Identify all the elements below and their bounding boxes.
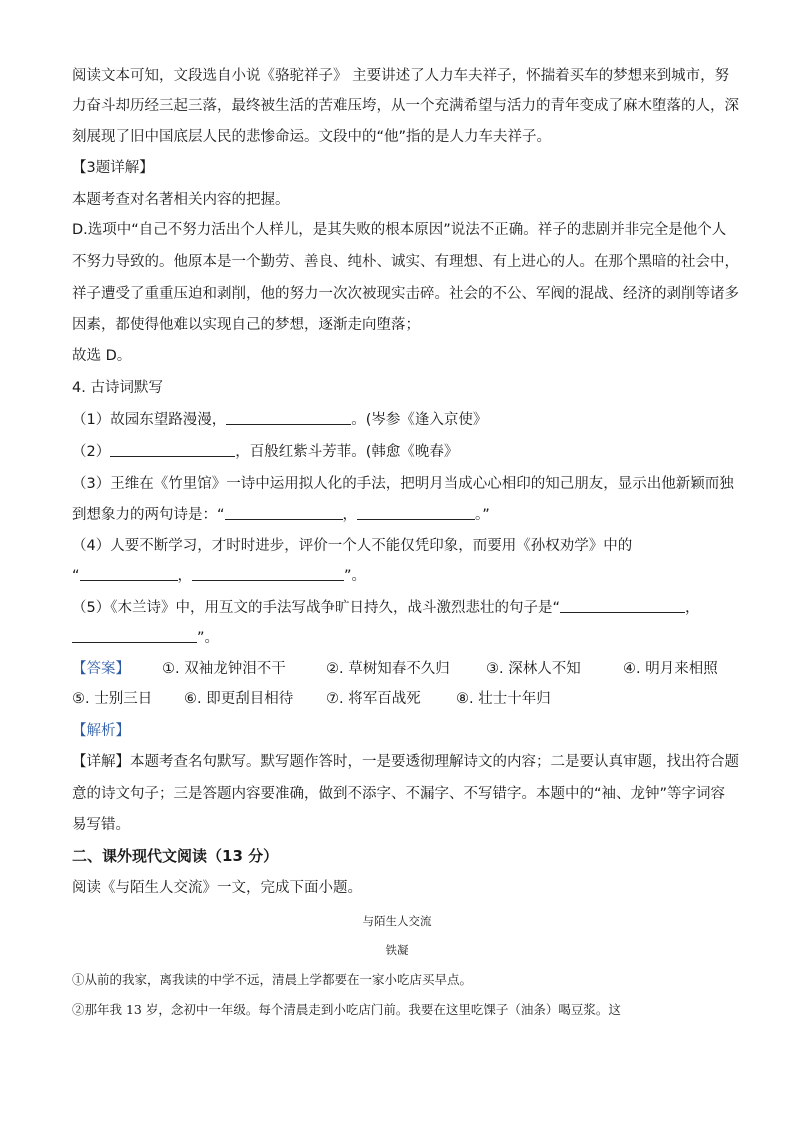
- q3-line-4: 祥子遭受了重重压迫和剥削，他的努力一次次被现实击碎。社会的不公、军阀的混战、经济的剥削等诸多: [72, 286, 739, 302]
- analysis-line-1: [72, 752, 739, 772]
- q4-item-5-comma: ，: [684, 600, 700, 616]
- answer-item-6: ⑥. 即更刮目相待: [184, 691, 294, 707]
- answer-blank[interactable]: [357, 505, 475, 520]
- detail-label: 【详解】: [72, 754, 130, 770]
- analysis-line-3: 易写错。: [72, 817, 130, 833]
- q3-line-5: 因素，都使得他难以实现自己的梦想，逐渐走向堕落；: [72, 317, 420, 333]
- passage-paragraph-2: ②那年我 13 岁，念初中一年级。每个清晨走到小吃店门前。我要在这里吃馃子（油条）喝豆浆。这: [72, 1002, 621, 1017]
- answer-item-5: ⑤. 士别三日: [72, 691, 153, 707]
- q3-line-1: 本题考查对名著相关内容的把握。: [72, 192, 290, 208]
- q4-item-4-line-1: （4）人要不断学习，才时时进步，评价一个人不能仅凭印象，而要用《孙权劝学》中的: [72, 538, 633, 554]
- q4-item-3-end: 。”: [475, 507, 490, 523]
- q4-item-5-end: ”。: [197, 630, 220, 646]
- q3-line-6: 故选 D。: [72, 348, 132, 364]
- answer-item-4: ④. 明月来相照: [623, 661, 718, 677]
- q4-item-4-open: “: [72, 568, 80, 584]
- passage-paragraph-1: ①从前的我家，离我读的中学不远，清晨上学都要在一家小吃店买早点。: [72, 972, 473, 987]
- q4-item-4-sep: ，: [177, 568, 193, 584]
- q3-detail-title: 【3题详解】: [72, 160, 154, 176]
- passage-title: 与陌生人交流: [362, 914, 432, 928]
- q4-item-2: [72, 442, 458, 462]
- q4-item-5-prefix: （5）《木兰诗》中，用互文的手法写战争旷日持久，战斗激烈悲壮的句子是“: [72, 600, 560, 616]
- answer-blank[interactable]: [225, 505, 343, 520]
- q4-item-1: [72, 410, 487, 430]
- q4-item-3-sep: ，: [342, 507, 358, 523]
- para1-line-3: 刻展现了旧中国底层人民的悲惨命运。文段中的“他”指的是人力车夫祥子。: [72, 129, 552, 145]
- q4-item-2-prefix: （2）: [72, 444, 111, 460]
- answer-blank[interactable]: [110, 442, 235, 457]
- q4-item-3-line-2: [72, 505, 490, 525]
- q4-item-4-end: ”。: [344, 568, 367, 584]
- answer-blank[interactable]: [72, 628, 197, 643]
- q4-item-5-line-2: [72, 628, 219, 648]
- answer-item-7: ⑦. 将军百战死: [326, 691, 421, 707]
- analysis-text-1: 本题考查名句默写。默写题作答时，一是要透彻理解诗文的内容；二是要认真审题，找出符合题: [130, 754, 739, 770]
- answer-blank[interactable]: [226, 410, 351, 425]
- q4-item-1-suffix: 。(岑参《逢入京使》: [351, 412, 488, 428]
- q4-item-2-suffix: ，百般红紫斗芳菲。(韩愈《晚春》: [235, 444, 459, 460]
- q4-title: 4. 古诗词默写: [72, 380, 163, 396]
- answer-item-1: ①. 双袖龙钟泪不干: [162, 661, 286, 677]
- para1-line-1: 阅读文本可知，文段选自小说《骆驼祥子》 主要讲述了人力车夫祥子，怀揣着买车的梦想来到城市，努: [72, 68, 730, 84]
- section-heading: 二、课外现代文阅读（13 分）: [72, 847, 279, 865]
- answer-label: 【答案】: [72, 661, 130, 677]
- q3-line-2: D.选项中“自己不努力活出个人样儿，是其失败的根本原因”说法不正确。祥子的悲剧并非完全是他个人: [72, 222, 727, 238]
- answer-blank[interactable]: [80, 566, 178, 581]
- q4-item-3-line-1: （3）王维在《竹里馆》一诗中运用拟人化的手法，把明月当成心心相印的知己朋友，显示出他新颖而独: [72, 476, 734, 492]
- q4-item-4-line-2: [72, 566, 366, 586]
- analysis-label: 【解析】: [72, 723, 130, 739]
- q4-item-1-prefix: （1）故园东望路漫漫，: [72, 412, 227, 428]
- passage-author: 铁凝: [385, 943, 409, 957]
- answer-blank[interactable]: [192, 566, 344, 581]
- para1-line-2: 力奋斗却历经三起三落，最终被生活的苦难压垮，从一个充满希望与活力的青年变成了麻木堕落的人，深: [72, 98, 739, 114]
- answer-item-8: ⑧. 壮士十年归: [456, 691, 551, 707]
- q4-item-5-line-1: [72, 598, 699, 618]
- analysis-line-2: 意的诗文句子；三是答题内容要准确，做到不添字、不漏字、不写错字。本题中的“袖、龙钟”等字词容: [72, 786, 726, 802]
- answer-item-3: ③. 深林人不知: [486, 661, 581, 677]
- section-intro: 阅读《与陌生人交流》一文，完成下面小题。: [72, 880, 362, 896]
- q3-line-3: 不努力导致的。他原本是一个勤劳、善良、纯朴、诚实、有理想、有上进心的人。在那个黑暗的社会中，: [72, 254, 739, 270]
- answer-item-2: ②. 草树知春不久归: [326, 661, 450, 677]
- q4-item-3-prefix: 到想象力的两句诗是：“: [72, 507, 225, 523]
- answer-blank[interactable]: [560, 598, 685, 613]
